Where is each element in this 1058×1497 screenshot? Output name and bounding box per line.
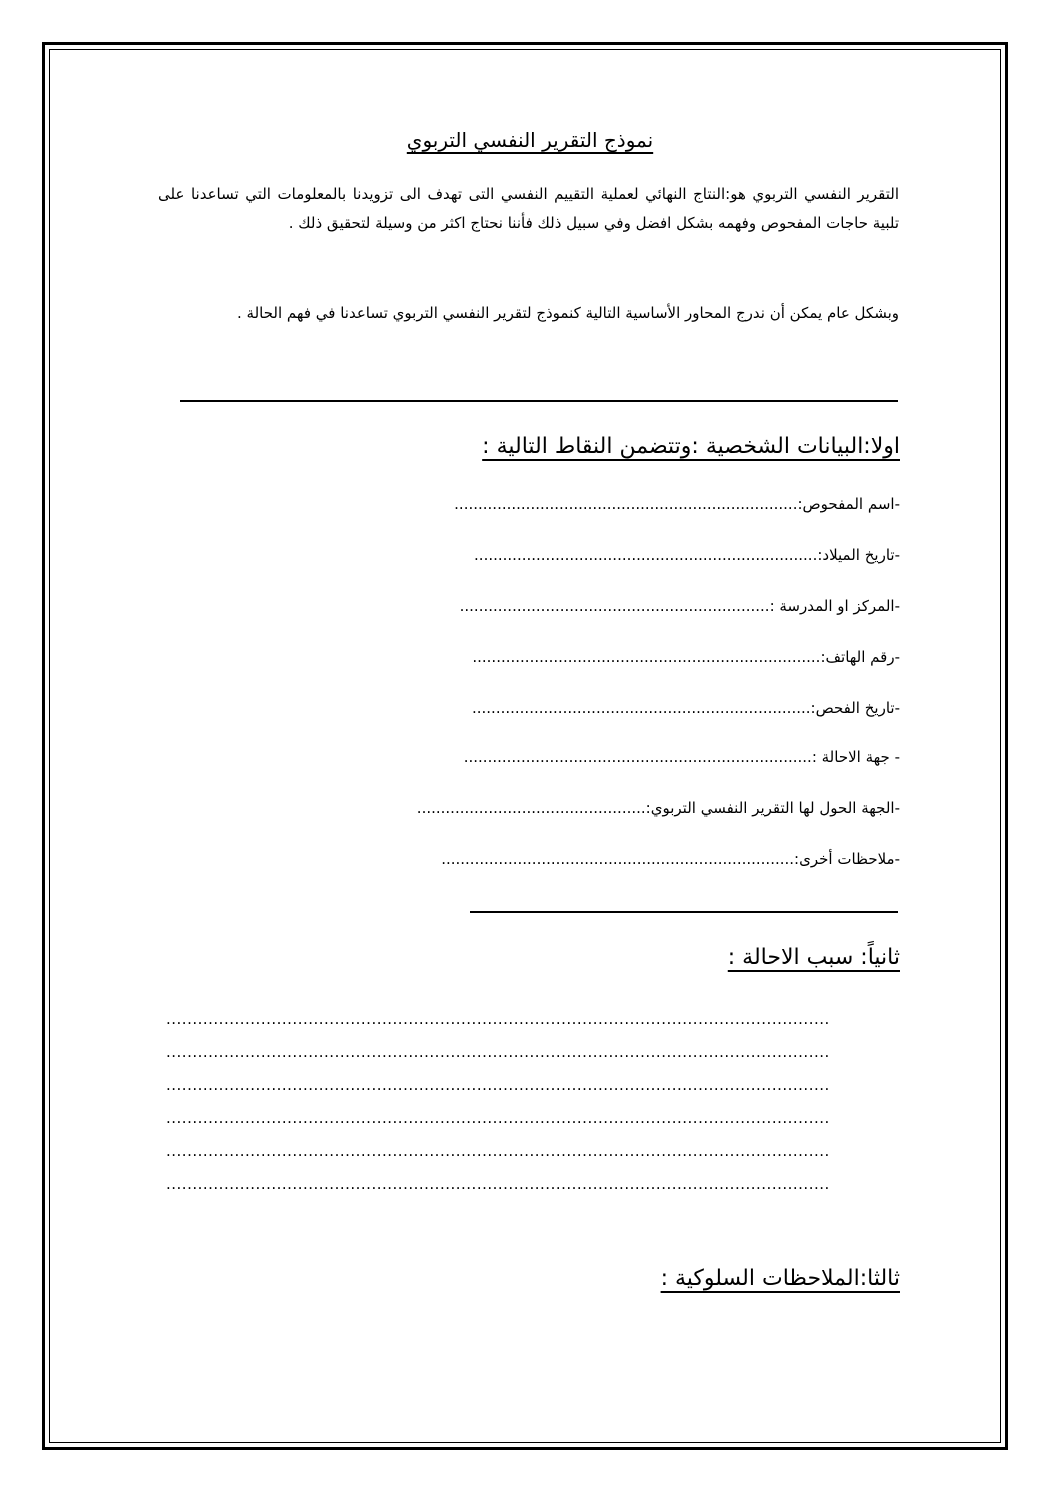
referral-reason-line[interactable]: .............................................................................................................................. [166,1175,830,1193]
document-title: نموذج التقرير النفسي التربوي [406,128,654,152]
referral-reason-line[interactable]: .............................................................................................................................. [166,1109,830,1127]
field-dots: ......................................................................... [463,748,812,766]
field-dots: .......................................................................... [441,850,795,868]
referral-reason-line[interactable]: .............................................................................................................................. [166,1043,830,1061]
divider [180,400,898,402]
divider [470,911,898,913]
field-label: -تاريخ الفحص: [810,699,900,717]
field-dots: ....................................................................... [471,699,811,717]
field-dots: ........................................................................ [454,495,798,513]
field-dots: ................................................ [416,799,646,817]
field-phone-number[interactable] [472,645,900,669]
field-center-or-school[interactable] [460,594,900,618]
intro-paragraph: التقرير النفسي التربوي هو:النتاج النهائي لعملية التقييم النفسي التى تهدف الى تزويدنا بالمعلومات التي تساعدنا على تلبية حاجات المفحوص وفهمه بشكل افضل وفي سبيل ذلك فأننا نحتاج اكثر من وسيلة لتحقيق ذلك . [158,185,899,232]
second-paragraph: وبشكل عام يمكن أن ندرج المحاور الأساسية التالية كنموذج لتقرير النفسي التربوي تساعدنا في فهم الحالة . [237,304,899,322]
field-label: -ملاحظات أخرى: [794,850,900,868]
field-examinee-name[interactable] [454,492,900,516]
field-label: -تاريخ الميلاد: [817,546,900,564]
section-heading-referral-reason: ثانياً: سبب الاحالة : [727,945,900,970]
referral-reason-line[interactable]: .............................................................................................................................. [166,1010,830,1028]
field-label: -اسم المفحوص: [797,495,900,513]
field-referral-source[interactable] [464,745,900,769]
referral-reason-line[interactable]: .............................................................................................................................. [166,1076,830,1094]
field-dots: ........................................................................ [474,546,818,564]
field-report-recipient[interactable] [417,796,900,820]
field-label: - جهة الاحالة : [811,748,900,766]
field-dots: ......................................................................... [472,648,821,666]
section-heading-personal-data: اولا:البيانات الشخصية :وتتضمن النقاط التالية : [482,434,900,459]
field-label: -المركز او المدرسة : [769,597,900,615]
field-birth-date[interactable] [474,543,900,567]
field-dots: ................................................................. [459,597,770,615]
field-label: -رقم الهاتف: [820,648,900,666]
referral-reason-line[interactable]: .............................................................................................................................. [166,1142,830,1160]
section-heading-behavioral-observations: ثالثا:الملاحظات السلوكية : [660,1266,900,1291]
field-exam-date[interactable] [472,696,900,720]
field-label: -الجهة الحول لها التقرير النفسي التربوي: [645,799,900,817]
field-other-notes[interactable] [441,847,900,871]
